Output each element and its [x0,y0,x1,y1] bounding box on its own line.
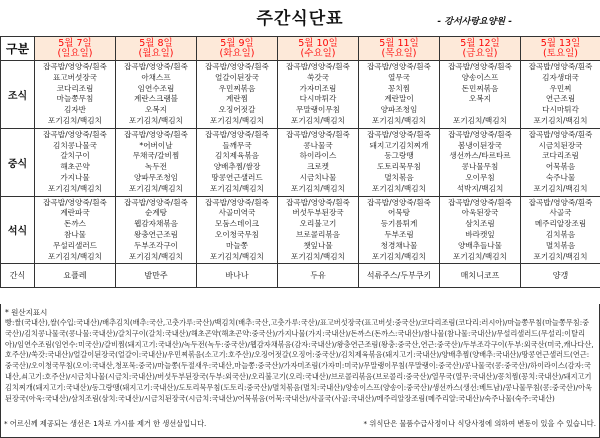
menu-item: 크로켓 [306,162,329,172]
menu-item: 잡곡밥/영양죽/흰죽 [43,129,107,139]
menu-item: 양파조청임 [380,105,418,115]
meal-label: 석식 [1,196,35,264]
menu-item: 마늘쫑무침 [56,94,94,104]
day-header [35,37,116,61]
snack-item: 양갱 [521,264,600,288]
menu-item: 아욱된장국 [461,208,499,218]
menu-item: 왕충연근조림 [133,229,178,239]
snack-item: 밤만주 [116,264,197,288]
meal-label: 조식 [1,61,35,129]
menu-item: 코다리조림 [56,83,94,93]
menu-item: 돈까스 [63,219,86,229]
menu-item: 콩나물무침 [461,162,499,172]
menu-item: 포기김치/백김치 [372,183,426,193]
menu-item: 메주리알장조림 [534,219,587,229]
menu-cell [359,128,440,196]
snack-item: 두유 [278,264,359,288]
menu-item: 잡곡밥/영양죽/흰죽 [286,62,350,71]
menu-item: 얼갈이된장국 [214,72,259,82]
day-of-week: (수요일) [300,47,336,59]
menu-item: 양파무조청임 [133,172,178,182]
menu-cell [278,128,359,196]
menu-item: 김치제육볶음 [214,151,259,161]
menu-item: 삼치조림 [465,219,495,229]
menu-item: 쑥갓국 [306,72,329,82]
menu-cell [521,196,600,264]
menu-item: 챗잎나물 [303,240,333,250]
menu-item: 포기김치/백김치 [129,183,183,193]
origin-notes [0,304,600,438]
day-date: 5월 9일 [220,37,254,49]
menu-cell [440,196,521,264]
menu-item: 청경채나물 [380,240,418,250]
menu-item: 두부조각구이 [133,240,178,250]
day-header [440,37,521,61]
origin-notes-title: * 원산지표시 [5,308,48,317]
menu-item: 잡곡밥/영양죽/흰죽 [528,129,593,139]
menu-item [440,105,520,116]
menu-item: 임연수조림 [137,83,175,93]
menu-item: 녹두전 [144,162,167,172]
menu-item: 사골미역국 [218,208,256,218]
menu-item: 멸치볶음 [384,172,414,182]
date-header-row [1,37,600,61]
menu-item: 계란스크램블 [133,94,178,104]
menu-item: 포기김치/백김치 [210,115,264,125]
menu-item: 계란말이 [384,94,414,104]
menu-cell [359,196,440,264]
menu-item: 포기김치/백김치 [453,251,507,261]
day-header [278,37,359,61]
menu-item: 오이무침 [465,172,495,182]
menu-item: 콩나물국 [303,140,333,150]
menu-item: 멸치볶음 [545,240,576,250]
menu-item: 양배추들나물 [457,240,502,250]
menu-item: 오이청국무침 [214,229,259,239]
menu-cell [440,128,521,196]
facility-name: - 강서사랑요양원 - [437,17,512,27]
menu-item: 포기김치/백김치 [372,251,426,261]
menu-item: 무말랭이무침 [295,105,340,115]
menu-cell [359,61,440,129]
menu-item: 포기김치/백김치 [372,115,426,125]
menu-cell [116,196,197,264]
menu-item: 코다리조림 [542,151,579,161]
menu-item: 잡곡밥/영양죽/흰죽 [205,62,269,71]
weekly-menu-table [0,36,600,288]
day-header [359,37,440,61]
footer-notes [4,419,596,429]
menu-item: 도토리묵무침 [376,162,421,172]
menu-cell [35,61,116,129]
day-of-week: (토요일) [543,47,578,59]
menu-item: 잡곡밥/영양죽/흰죽 [448,197,512,207]
page-header [0,0,600,36]
menu-item: 잡곡밥/영양죽/흰죽 [43,197,107,207]
menu-item: 무설리샐러드 [52,240,97,250]
day-header [197,37,278,61]
menu-item: 시금치나물 [299,172,337,182]
menu-item: 포기김치/백김치 [48,251,102,261]
menu-item: 갈치구이 [60,151,90,161]
menu-item: 잡곡밥/영양죽/흰죽 [367,129,431,139]
menu-cell [440,61,521,129]
menu-item: 잡곡밥/영양죽/흰죽 [124,197,188,207]
footer-note-changes: * 위식단은 물품수급사정이나 식당사정에 의하여 변동이 있을 수 있습니다. [363,419,596,428]
snack-item: 매치니코프 [440,264,521,288]
menu-item: 잡곡밥/영양죽/흰죽 [528,62,593,71]
menu-item: 김자생대국 [542,72,579,82]
menu-item: 참나물 [63,229,86,239]
menu-item: 브로콜리볶음 [295,229,340,239]
menu-cell [521,128,600,196]
menu-item: 두부조림 [384,229,414,239]
menu-item: 오리불고기 [299,219,337,229]
menu-item: 바라캣잎 [465,229,495,239]
menu-item: 계란파국 [60,208,90,218]
menu-item: 사골국 [549,208,572,218]
menu-item: 포기김치/백김치 [533,251,588,261]
menu-item: 잡곡밥/영양죽/흰죽 [124,129,188,139]
menu-cell [197,61,278,129]
menu-item: 가자미조림 [299,83,337,93]
menu-item: 다시마튀각 [299,94,337,104]
menu-item: 오복지 [468,94,491,104]
menu-item: 생선까스/타르타르 [449,151,511,161]
menu-item: 포기김치/백김치 [129,251,183,261]
menu-item: 오복지 [144,105,167,115]
menu-item: 잡곡밥/영양죽/흰죽 [448,129,512,139]
menu-item: 동그랑땡 [384,151,414,161]
menu-item: 잡곡밥/영양죽/흰죽 [448,62,512,71]
page-title: 주간식단표 [256,9,344,29]
day-header [521,37,600,61]
menu-cell [278,61,359,129]
snack-row [1,264,600,288]
menu-item: 잡곡밥/영양죽/흰죽 [286,197,350,207]
menu-item: 포기김치/백김치 [210,183,264,193]
menu-item: 가지나물 [60,172,90,182]
day-of-week: (금요일) [462,47,498,59]
menu-item: 양배추찜/쌈장 [213,162,261,172]
breakfast-row [1,61,600,129]
meal-label: 중식 [1,128,35,196]
menu-item: 돼지고기김치찌개 [369,140,429,150]
day-date: 5월 10일 [298,37,338,49]
snack-item: 바나나 [197,264,278,288]
menu-item: 김치콩나물국 [52,140,97,150]
menu-item: 돈민찌볶음 [461,83,499,93]
menu-item: 아채스프 [141,72,171,82]
menu-item: 봄냉이된장국 [457,140,502,150]
menu-cell [116,61,197,129]
menu-item: 김자반 [63,105,86,115]
menu-cell [278,196,359,264]
menu-item: 해초곤약 [60,162,90,172]
menu-item: 포기김치/백김치 [210,251,264,261]
menu-item: 잡곡밥/영양죽/흰죽 [205,197,269,207]
menu-cell [197,196,278,264]
menu-item: 다시마튀각 [542,105,579,115]
menu-item: 석박지/백김치 [456,183,504,193]
menu-item: 우민찌볶음 [218,83,256,93]
menu-item: 땅콩연근샐러드 [211,172,263,182]
day-header [116,37,197,61]
menu-item: 포기김치/백김치 [533,183,588,193]
category-header: 구분 [1,37,35,61]
menu-item: 버섯두부된장국 [292,208,344,218]
dinner-row [1,196,600,264]
menu-item: 포기김치/백김치 [129,115,183,125]
meal-label: 간식 [1,264,35,288]
menu-item: 포기김치/백김치 [291,251,345,261]
menu-item: 포기김치/백김치 [291,115,345,125]
menu-item: 오징어젓갈 [218,105,256,115]
menu-item: 어묵볶음 [545,162,576,172]
lunch-row [1,128,600,196]
origin-notes-body: 빵:쌀(국내산),쌀(수입:국내산)/배추김치(배추:국산,고춧가루:국산)/백김치(배추:국산,고춧가루:국산)/표고버섯장국(표고버섯:중국산)/코다리조림(코다리:러시아)/마늘쫑무침(마늘쫑무침:중국산)/김치콩나물국(콩나물:국내산)/갈치구이(갈치:국내산)/해초곤약(해초곤약:중국산)/가지나물(가지:국내산)/돈까스(돈까스:국내산)/참나물(참나물:국내산)/무설리샐러드(무설리:이탈리아)/임연수조림(임연수:미국산)/갈비찜(돼지고기:국내산)/녹두전(녹두:중국산)/웹감자채볶음(감자:국내산)/왕충연근조림(왕충:중국산,연근:중국산)/두부조각구이(두부:외국산(미국,캐나다산,호주산)/쑥갓:국내산)/얼갈이된장국(얼갈이:국내산)/우민찌볶음(소고기:호주산)/오징어젓갈(오징어:중국산)/김치제육볶음(돼지고기:국내산)/양배추찜(양배추:국내산)/땅콩연근샐러드(연근:중국산)/오이청국무침(오이:국내산,청포묵:중국)/마늘쫑(두절새우:국내산,마늘쫑:중국산)/가자미조림(가자미:미국)/무말랭이무침(무말랭이:중국산)/콩나물국(콩:중국산)/하이라이스(감자:국내산,쇠고기:호주산)/시금치나물(시금치:국내산)/버섯두부된장국(두부:외국산)/오리불고기(오리:국내산)/브로콜리볶음(브로콜리:중국산)/열무국(열무:국내산)/꽁치찜(꽁치:국내산)/돼지고기김치찌개(돼지고기:국내산)/동그랑땡(돼지고기:국내산)/도토리묵무침(도토리:중국산)/멸치볶음(멸치:국내산)/양송이스프(양송이:중국산)/생선까스(생선:베트남)/콩나물무침(콩:중국산)/아욱된장국(아욱:국내산)/삼치조림(삼치:국내산)/시금치된장국(시금치:국내산)/어묵볶음(어묵:국내산)/사골국(사골:국내산)/메주리알장조림(메주리알:국내산)/숙주나물(숙주:국내산) [5,318,594,403]
menu-item: 어묵탕 [387,208,410,218]
day-date: 5월 13일 [540,37,581,49]
menu-item: 잡곡밥/영양죽/흰죽 [43,62,107,71]
menu-cell [521,61,600,129]
menu-item: 포기김치/백김치 [453,115,507,125]
day-of-week: (화요일) [219,47,255,59]
menu-item: 모둠스데이크 [214,219,259,229]
footer-note-fish: * 어르신께 제공되는 생선은 1차로 가시를 제거 한 생선살입니다. [4,419,207,428]
day-date: 5월 11일 [379,37,419,49]
snack-item: 석류주스/두부쿠키 [359,264,440,288]
menu-item: 연근조림 [545,94,576,104]
menu-item: 잡곡밥/영양죽/흰죽 [367,197,431,207]
menu-item: 순계탕 [144,208,167,218]
menu-item: 무채국/갈비찜 [132,151,180,161]
menu-item: 잡곡밥/영양죽/흰죽 [124,62,188,71]
menu-item: 꽁치찜 [387,83,410,93]
menu-cell [197,128,278,196]
menu-item: 포기김치/백김치 [291,183,345,193]
menu-item: 하이라이스 [299,151,337,161]
day-date: 5월 12일 [460,37,500,49]
menu-item: 계란찜 [225,94,248,104]
menu-item: 포기김치/백김치 [48,183,102,193]
day-of-week: (일요일) [57,47,93,59]
menu-item: 잡곡밥/영양죽/흰죽 [528,197,593,207]
snack-item: 요플레 [35,264,116,288]
menu-item: 잡곡밥/영양죽/흰죽 [205,129,269,139]
menu-cell [35,128,116,196]
menu-item: 마늘쫑 [225,240,248,250]
menu-item: 양송이스프 [461,72,499,82]
menu-item: 잡곡밥/영양죽/흰죽 [286,129,350,139]
menu-cell [116,128,197,196]
menu-item: *어버이날 [139,140,173,150]
menu-item: 열무국 [387,72,410,82]
day-of-week: (월요일) [138,47,174,59]
day-of-week: (목요일) [381,47,417,59]
menu-item: 포기김치/백김치 [48,115,102,125]
menu-item: 표고버섯장국 [52,72,97,82]
menu-item: 우민찌 [549,83,572,93]
menu-item: 등기름튀게 [380,219,418,229]
day-date: 5월 8일 [139,37,173,49]
menu-item: 들깨무국 [222,140,252,150]
day-date: 5월 7일 [58,37,92,49]
menu-cell [35,196,116,264]
menu-item: 시금치된장국 [538,140,583,150]
menu-item: 잡곡밥/영양죽/흰죽 [367,62,431,71]
menu-item: 김치볶음 [545,229,576,239]
menu-item: 웹감자채볶음 [133,219,178,229]
menu-item: 숙주나물 [545,172,576,182]
menu-item: 포기김치/백김치 [533,115,588,125]
